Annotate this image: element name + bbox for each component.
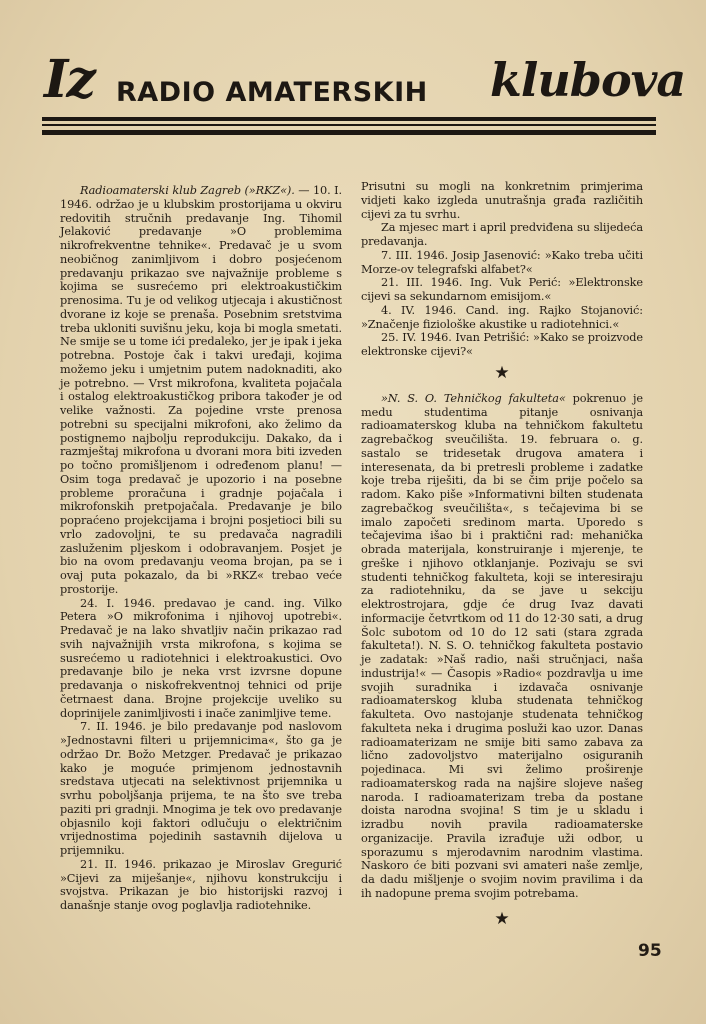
article-paragraph: Prisutni su mogli na konkretnim primjerima vidjeti kako izgleda unutrašnja građa različitih cijevi za tu svrhu.: [361, 180, 643, 221]
lecture-item: 21. III. 1946. Ing. Vuk Perić: »Elektronske cijevi sa sekundarnom emisijom.«: [361, 276, 643, 303]
headline-klubova: klubova: [490, 53, 686, 107]
article-paragraph: 24. I. 1946. predavao je cand. ing. Vilko Petera »O mikrofonima i njihovoj upotrebi«. Predavač je na lako shvatljiv način prikazao rad svih najvažnijih vrsta mikrofona, s kojima se susrećemo u radiotehnici i elektroakustici. Ovo predavanje bilo je neka vrst izvrsne dopune predavanja o niskofrekventnoj tehnici od prije četrnaest dana. Brojne projekcije uveliko su doprinijele zanimljivosti i inače zanimljive teme.: [60, 596, 342, 720]
headline-rule-bottom: [42, 130, 656, 135]
page-number: 95: [638, 941, 662, 961]
paragraph-text: pokrenuo je medu studentima pitanje osnivanja radioamaterskog kluba na tehničkom fakultetu zagrebačkog sveučilišta. 19. februara o. g. sastalo se tridesetak drugova amatera i interesenata, da bi pretresli probleme i zadatke koje treba riješiti, da bi se čim prije počelo sa radom. Kako piše »Informativni bilten studenata zagrebačkog sveučilišta«, s tečajevima bi se imalo započeti sredinom marta. Uporedo s tečajevima išao bi i praktični rad: mehanička obrada materijala, konstruiranje i mjerenje, te greške i njihovo otklanjanje. Pozivaju se svi studenti tehničkog fakulteta, koji se interesiraju za radiotehniku, da se jave u sekciju elektrostrojara, gdje će drug Ivaz davati informacije četvrtkom od 11 do 12·30 sati, a drug Šolc subotom od 10 do 12 sati (stara zgrada fakulteta!). N. S. O. tehničkog fakulteta postavio je zadatak: »Naš radio, naši stručnjaci, naša industrija!« — Časopis »Radio« pozdravlja u ime svojih suradnika i izdavača osnivanje radioamaterskog kluba studenata tehničkog fakulteta. Ovo nastojanje studenata tehničkog fakulteta neka i drugima posluži kao uzor. Danas radioamaterizam ne smije biti samo zabava za lično zadovoljstvo materijalno osiguranih pojedinaca. Mi svi želimo proširenje radioamaterskog rada na najšire slojeve našeg naroda. I radioamaterizam treba da postane doista narodna svojina! S tim je u skladu i izradbu novih pravila radioamaterske organizacije. Pravila izrađuje uži odbor, u sporazumu s mjerodavnim narodnim vlastima. Naskoro će biti pozvani svi amateri naše zemlje, da dadu mišljenje o svojim novim pravilima i da ih nadopune prema svojim potrebama.: [361, 391, 643, 900]
right-column: [361, 180, 643, 929]
article-paragraph: Za mjesec mart i april predviđena su slijedeća predavanja.: [361, 221, 643, 248]
star-separator-icon: ★: [494, 362, 510, 383]
article-paragraph: 21. II. 1946. prikazao je Miroslav Gregurić »Cijevi za miješanje«, njihovu konstrukciju i svojstva. Prikazan je bio historijski razvoj i današnje stanje ovog poglavlja radiotehnike.: [60, 857, 342, 912]
headline-rule-top: [42, 117, 656, 121]
headline-radio-amaterskih: RADIO AMATERSKIH: [116, 77, 428, 108]
article-paragraph: [361, 392, 643, 901]
left-column: [60, 184, 342, 913]
lecture-item: 7. III. 1946. Josip Jasenović: »Kako treba učiti Morze-ov telegrafski alfabet?«: [361, 248, 643, 276]
article-paragraph: 7. II. 1946. je bilo predavanje pod naslovom »Jednostavni filteri u prijemnicima«, što ga je održao Dr. Božo Metzger. Predavač je prikazao kako je moguće primjenom jednostavnih sredstava utjecati na selektivnost prijemnika u svrhu poboljšanja prijema, te na što sve treba paziti pri gradnji. Mnogima je tek ovo predavanje objasnilo koji faktori odlučuju o električnim vrijednostima pojedinih sastavnih dijelova u prijemniku.: [60, 720, 342, 857]
headline-iz: Iz: [44, 49, 94, 110]
article-paragraph: [60, 184, 342, 597]
club-name-nso: »N. S. O. Tehničkog fakulteta«: [381, 391, 566, 405]
club-name-rkz: Radioamaterski klub Zagreb (»RKZ«).: [80, 184, 295, 197]
lecture-item: 25. IV. 1946. Ivan Petrišić: »Kako se proizvode elektronske cijevi?«: [361, 331, 643, 358]
star-separator-icon: ★: [494, 908, 510, 929]
lecture-item: 4. IV. 1946. Cand. ing. Rajko Stojanović: »Značenje fiziološke akustike u radiotehnici.«: [361, 303, 643, 331]
headline: [44, 49, 686, 120]
headline-rule-middle: [42, 124, 656, 126]
paragraph-text: — 10. I. 1946. održao je u klubskim prostorijama u okviru redovitih stručnih predavanje Ing. Tihomil Jelaković predavanje »O problemima nikrofrekventne tehnike«. Predavač je u svom neobičnog zanimljivom i dobro posjećenom predavanju prikazao sve najvažnije probleme s kojima se susrećemo pri elektroakustičkim prenosima. Tu je od velikog utjecaja i akustičnost dvorane iz koje se prenaša. Posebnim sretstvima treba ukloniti suvišnu jeku, koja bi mogla smetati. Ne smije se u tome ići predaleko, jer je ipak i jeka potrebna. Postoje čak i takvi uređaji, kojima možemo jeku i umjetnim putem nadoknaditi, ako je potrebno. — Vrst mikrofona, kvaliteta pojačala i ostalog elektroakustičkog pribora također je od velike važnosti. Za pojedine vrste prenosa potrebni su specijalni mikrofoni, ako želimo da postignemo najbolju reprodukciju. Dakako, da i razmještaj mikrofona u dvorani mora biti izveden po točno promišljenom i određenom planu! — Osim toga predavač je upozorio i na posebne probleme proračuna i gradnje pojačala i mikrofonskih pretpojačala. Predavanje je bilo popraćeno projekcijama i brojni posjetioci bili su vrlo zadovoljni, te su predavača nagradili zasluženim pljeskom i odobravanjem. Posjet je bio na ovom predavanju veoma brojan, pa se i ovaj puta pokazalo, da bi »RKZ« trebao veće prostorije.: [60, 184, 342, 596]
